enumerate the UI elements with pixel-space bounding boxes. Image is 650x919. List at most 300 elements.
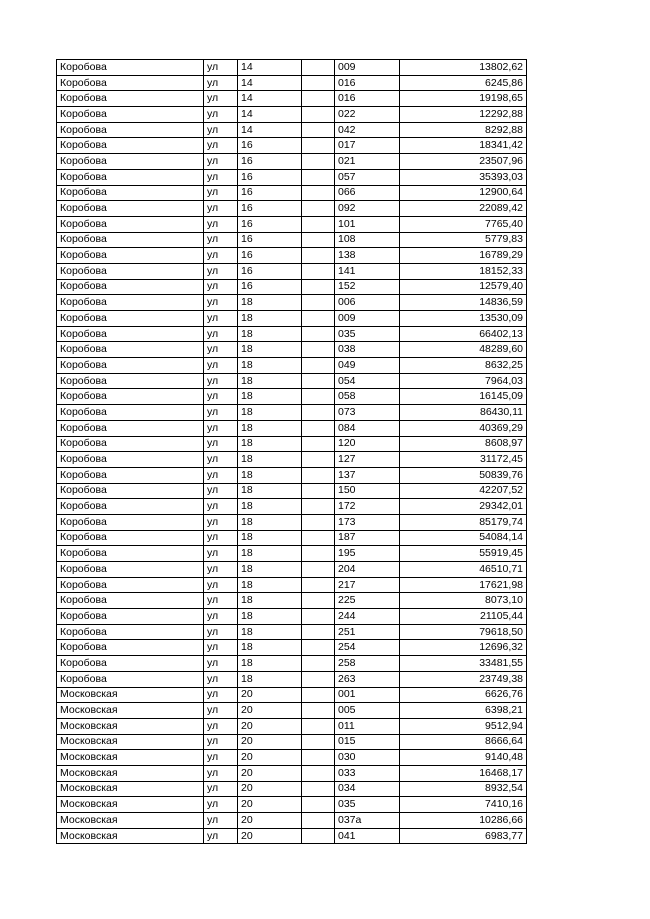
street-cell: Коробова [57,514,204,530]
amount-cell: 16789,29 [400,248,527,264]
table-row [57,765,527,781]
apartment-number-cell: 092 [335,201,400,217]
street-type-cell: ул [204,640,238,656]
apartment-number-cell: 258 [335,656,400,672]
apartment-number-cell: 058 [335,389,400,405]
amount-cell: 29342,01 [400,499,527,515]
amount-cell: 12900,64 [400,185,527,201]
apartment-number-cell: 005 [335,703,400,719]
house-number-cell: 20 [238,813,302,829]
amount-cell: 12292,88 [400,107,527,123]
street-type-cell: ул [204,467,238,483]
empty-cell [302,467,335,483]
apartment-number-cell: 021 [335,154,400,170]
amount-cell: 23507,96 [400,154,527,170]
house-number-cell: 18 [238,405,302,421]
data-table [56,59,527,844]
street-cell: Коробова [57,436,204,452]
street-type-cell: ул [204,436,238,452]
street-cell: Коробова [57,60,204,76]
apartment-number-cell: 073 [335,405,400,421]
amount-cell: 35393,03 [400,169,527,185]
amount-cell: 18152,33 [400,263,527,279]
empty-cell [302,514,335,530]
empty-cell [302,358,335,374]
empty-cell [302,562,335,578]
street-cell: Коробова [57,263,204,279]
amount-cell: 5779,83 [400,232,527,248]
amount-cell: 8632,25 [400,358,527,374]
table-row [57,216,527,232]
street-cell: Коробова [57,75,204,91]
apartment-number-cell: 006 [335,295,400,311]
house-number-cell: 20 [238,734,302,750]
table-row [57,185,527,201]
street-type-cell: ул [204,138,238,154]
street-cell: Коробова [57,138,204,154]
street-type-cell: ул [204,828,238,844]
street-cell: Московская [57,813,204,829]
house-number-cell: 18 [238,420,302,436]
amount-cell: 6398,21 [400,703,527,719]
house-number-cell: 14 [238,122,302,138]
empty-cell [302,75,335,91]
empty-cell [302,546,335,562]
empty-cell [302,154,335,170]
house-number-cell: 20 [238,781,302,797]
amount-cell: 40369,29 [400,420,527,436]
house-number-cell: 20 [238,797,302,813]
house-number-cell: 18 [238,483,302,499]
street-type-cell: ул [204,154,238,170]
street-cell: Коробова [57,530,204,546]
house-number-cell: 14 [238,107,302,123]
table-row [57,358,527,374]
apartment-number-cell: 137 [335,467,400,483]
street-cell: Коробова [57,593,204,609]
apartment-number-cell: 049 [335,358,400,374]
apartment-number-cell: 127 [335,452,400,468]
street-cell: Коробова [57,546,204,562]
street-type-cell: ул [204,232,238,248]
street-type-cell: ул [204,781,238,797]
street-cell: Коробова [57,452,204,468]
house-number-cell: 18 [238,326,302,342]
street-type-cell: ул [204,201,238,217]
house-number-cell: 16 [238,185,302,201]
amount-cell: 7964,03 [400,373,527,389]
table-row [57,546,527,562]
table-row [57,169,527,185]
empty-cell [302,530,335,546]
apartment-number-cell: 035 [335,797,400,813]
empty-cell [302,201,335,217]
street-cell: Коробова [57,562,204,578]
table-row [57,781,527,797]
empty-cell [302,216,335,232]
empty-cell [302,624,335,640]
empty-cell [302,656,335,672]
house-number-cell: 18 [238,593,302,609]
apartment-number-cell: 057 [335,169,400,185]
apartment-number-cell: 084 [335,420,400,436]
amount-cell: 55919,45 [400,546,527,562]
amount-cell: 9140,48 [400,750,527,766]
amount-cell: 10286,66 [400,813,527,829]
amount-cell: 8932,54 [400,781,527,797]
table-row [57,107,527,123]
street-cell: Коробова [57,671,204,687]
amount-cell: 42207,52 [400,483,527,499]
table-row [57,420,527,436]
empty-cell [302,765,335,781]
street-cell: Коробова [57,577,204,593]
empty-cell [302,232,335,248]
table-row [57,593,527,609]
street-type-cell: ул [204,546,238,562]
empty-cell [302,499,335,515]
apartment-number-cell: 037а [335,813,400,829]
street-cell: Коробова [57,405,204,421]
apartment-number-cell: 263 [335,671,400,687]
street-cell: Коробова [57,389,204,405]
amount-cell: 16145,09 [400,389,527,405]
street-cell: Коробова [57,154,204,170]
table-body [57,60,527,844]
empty-cell [302,420,335,436]
empty-cell [302,373,335,389]
house-number-cell: 18 [238,342,302,358]
house-number-cell: 14 [238,91,302,107]
street-cell: Коробова [57,232,204,248]
street-type-cell: ул [204,483,238,499]
house-number-cell: 16 [238,232,302,248]
street-type-cell: ул [204,671,238,687]
apartment-number-cell: 022 [335,107,400,123]
table-row [57,326,527,342]
street-cell: Коробова [57,609,204,625]
street-type-cell: ул [204,60,238,76]
table-row [57,640,527,656]
apartment-number-cell: 173 [335,514,400,530]
house-number-cell: 18 [238,671,302,687]
empty-cell [302,609,335,625]
table-row [57,279,527,295]
table-row [57,389,527,405]
street-type-cell: ул [204,91,238,107]
amount-cell: 12696,32 [400,640,527,656]
amount-cell: 23749,38 [400,671,527,687]
street-type-cell: ул [204,185,238,201]
table-row [57,263,527,279]
street-type-cell: ул [204,405,238,421]
apartment-number-cell: 254 [335,640,400,656]
amount-cell: 16468,17 [400,765,527,781]
apartment-number-cell: 141 [335,263,400,279]
street-cell: Коробова [57,248,204,264]
street-type-cell: ул [204,389,238,405]
apartment-number-cell: 138 [335,248,400,264]
house-number-cell: 16 [238,154,302,170]
apartment-number-cell: 009 [335,60,400,76]
street-cell: Коробова [57,295,204,311]
street-type-cell: ул [204,577,238,593]
empty-cell [302,640,335,656]
street-cell: Коробова [57,640,204,656]
table-row [57,452,527,468]
amount-cell: 6626,76 [400,687,527,703]
apartment-number-cell: 033 [335,765,400,781]
house-number-cell: 16 [238,216,302,232]
street-type-cell: ул [204,311,238,327]
street-type-cell: ул [204,703,238,719]
apartment-number-cell: 225 [335,593,400,609]
apartment-number-cell: 066 [335,185,400,201]
house-number-cell: 16 [238,263,302,279]
apartment-number-cell: 009 [335,311,400,327]
table-row [57,530,527,546]
empty-cell [302,687,335,703]
street-cell: Коробова [57,185,204,201]
street-cell: Московская [57,750,204,766]
table-row [57,718,527,734]
empty-cell [302,813,335,829]
table-row [57,514,527,530]
house-number-cell: 18 [238,295,302,311]
house-number-cell: 18 [238,609,302,625]
amount-cell: 19198,65 [400,91,527,107]
street-type-cell: ул [204,593,238,609]
street-type-cell: ул [204,562,238,578]
apartment-number-cell: 195 [335,546,400,562]
empty-cell [302,718,335,734]
table-row [57,342,527,358]
street-cell: Коробова [57,326,204,342]
empty-cell [302,248,335,264]
apartment-number-cell: 041 [335,828,400,844]
street-cell: Московская [57,765,204,781]
street-type-cell: ул [204,107,238,123]
empty-cell [302,828,335,844]
empty-cell [302,138,335,154]
table-row [57,797,527,813]
street-type-cell: ул [204,734,238,750]
amount-cell: 6983,77 [400,828,527,844]
apartment-number-cell: 016 [335,75,400,91]
street-type-cell: ул [204,279,238,295]
house-number-cell: 18 [238,624,302,640]
street-cell: Коробова [57,467,204,483]
amount-cell: 33481,55 [400,656,527,672]
empty-cell [302,107,335,123]
street-type-cell: ул [204,499,238,515]
amount-cell: 54084,14 [400,530,527,546]
street-cell: Московская [57,828,204,844]
empty-cell [302,185,335,201]
table-row [57,609,527,625]
street-type-cell: ул [204,420,238,436]
street-type-cell: ул [204,452,238,468]
street-type-cell: ул [204,656,238,672]
amount-cell: 12579,40 [400,279,527,295]
table-row [57,311,527,327]
table-row [57,577,527,593]
apartment-number-cell: 030 [335,750,400,766]
table-row [57,60,527,76]
table-row [57,138,527,154]
street-cell: Московская [57,718,204,734]
street-type-cell: ул [204,373,238,389]
house-number-cell: 18 [238,373,302,389]
amount-cell: 8666,64 [400,734,527,750]
street-type-cell: ул [204,122,238,138]
empty-cell [302,60,335,76]
apartment-number-cell: 042 [335,122,400,138]
street-cell: Коробова [57,216,204,232]
street-type-cell: ул [204,342,238,358]
apartment-number-cell: 108 [335,232,400,248]
house-number-cell: 20 [238,750,302,766]
empty-cell [302,405,335,421]
street-type-cell: ул [204,765,238,781]
street-cell: Коробова [57,483,204,499]
house-number-cell: 16 [238,279,302,295]
street-type-cell: ул [204,718,238,734]
house-number-cell: 18 [238,311,302,327]
street-cell: Коробова [57,91,204,107]
amount-cell: 6245,86 [400,75,527,91]
apartment-number-cell: 015 [335,734,400,750]
amount-cell: 8073,10 [400,593,527,609]
house-number-cell: 18 [238,358,302,374]
house-number-cell: 14 [238,60,302,76]
apartment-number-cell: 017 [335,138,400,154]
empty-cell [302,279,335,295]
empty-cell [302,389,335,405]
amount-cell: 9512,94 [400,718,527,734]
street-cell: Коробова [57,656,204,672]
house-number-cell: 14 [238,75,302,91]
table-row [57,499,527,515]
street-cell: Коробова [57,420,204,436]
street-cell: Московская [57,797,204,813]
street-type-cell: ул [204,358,238,374]
table-row [57,248,527,264]
empty-cell [302,436,335,452]
empty-cell [302,577,335,593]
house-number-cell: 18 [238,467,302,483]
table-row [57,373,527,389]
amount-cell: 22089,42 [400,201,527,217]
table-row [57,436,527,452]
table-row [57,562,527,578]
amount-cell: 17621,98 [400,577,527,593]
house-number-cell: 16 [238,138,302,154]
empty-cell [302,342,335,358]
empty-cell [302,452,335,468]
house-number-cell: 18 [238,499,302,515]
house-number-cell: 18 [238,562,302,578]
street-type-cell: ул [204,248,238,264]
empty-cell [302,593,335,609]
house-number-cell: 18 [238,452,302,468]
empty-cell [302,483,335,499]
table-row [57,91,527,107]
house-number-cell: 18 [238,514,302,530]
apartment-number-cell: 054 [335,373,400,389]
apartment-number-cell: 244 [335,609,400,625]
street-type-cell: ул [204,326,238,342]
street-cell: Коробова [57,499,204,515]
amount-cell: 79618,50 [400,624,527,640]
house-number-cell: 18 [238,530,302,546]
street-cell: Коробова [57,311,204,327]
street-cell: Коробова [57,201,204,217]
table-row [57,734,527,750]
street-type-cell: ул [204,295,238,311]
apartment-number-cell: 251 [335,624,400,640]
apartment-number-cell: 172 [335,499,400,515]
empty-cell [302,295,335,311]
amount-cell: 8608,97 [400,436,527,452]
amount-cell: 7765,40 [400,216,527,232]
table-row [57,232,527,248]
apartment-number-cell: 187 [335,530,400,546]
apartment-number-cell: 101 [335,216,400,232]
amount-cell: 18341,42 [400,138,527,154]
street-type-cell: ул [204,75,238,91]
street-cell: Коробова [57,624,204,640]
street-type-cell: ул [204,750,238,766]
apartment-number-cell: 204 [335,562,400,578]
empty-cell [302,311,335,327]
house-number-cell: 18 [238,640,302,656]
street-cell: Коробова [57,122,204,138]
street-type-cell: ул [204,216,238,232]
house-number-cell: 20 [238,765,302,781]
house-number-cell: 16 [238,201,302,217]
street-cell: Московская [57,703,204,719]
amount-cell: 50839,76 [400,467,527,483]
table-row [57,671,527,687]
street-type-cell: ул [204,263,238,279]
house-number-cell: 18 [238,436,302,452]
empty-cell [302,750,335,766]
apartment-number-cell: 152 [335,279,400,295]
street-cell: Коробова [57,373,204,389]
street-type-cell: ул [204,624,238,640]
house-number-cell: 20 [238,703,302,719]
empty-cell [302,122,335,138]
street-type-cell: ул [204,687,238,703]
table-row [57,483,527,499]
apartment-number-cell: 011 [335,718,400,734]
street-cell: Московская [57,734,204,750]
empty-cell [302,734,335,750]
street-type-cell: ул [204,169,238,185]
amount-cell: 48289,60 [400,342,527,358]
amount-cell: 21105,44 [400,609,527,625]
apartment-number-cell: 217 [335,577,400,593]
amount-cell: 13530,09 [400,311,527,327]
house-number-cell: 16 [238,169,302,185]
table-row [57,467,527,483]
empty-cell [302,169,335,185]
house-number-cell: 16 [238,248,302,264]
amount-cell: 46510,71 [400,562,527,578]
amount-cell: 7410,16 [400,797,527,813]
street-cell: Коробова [57,279,204,295]
